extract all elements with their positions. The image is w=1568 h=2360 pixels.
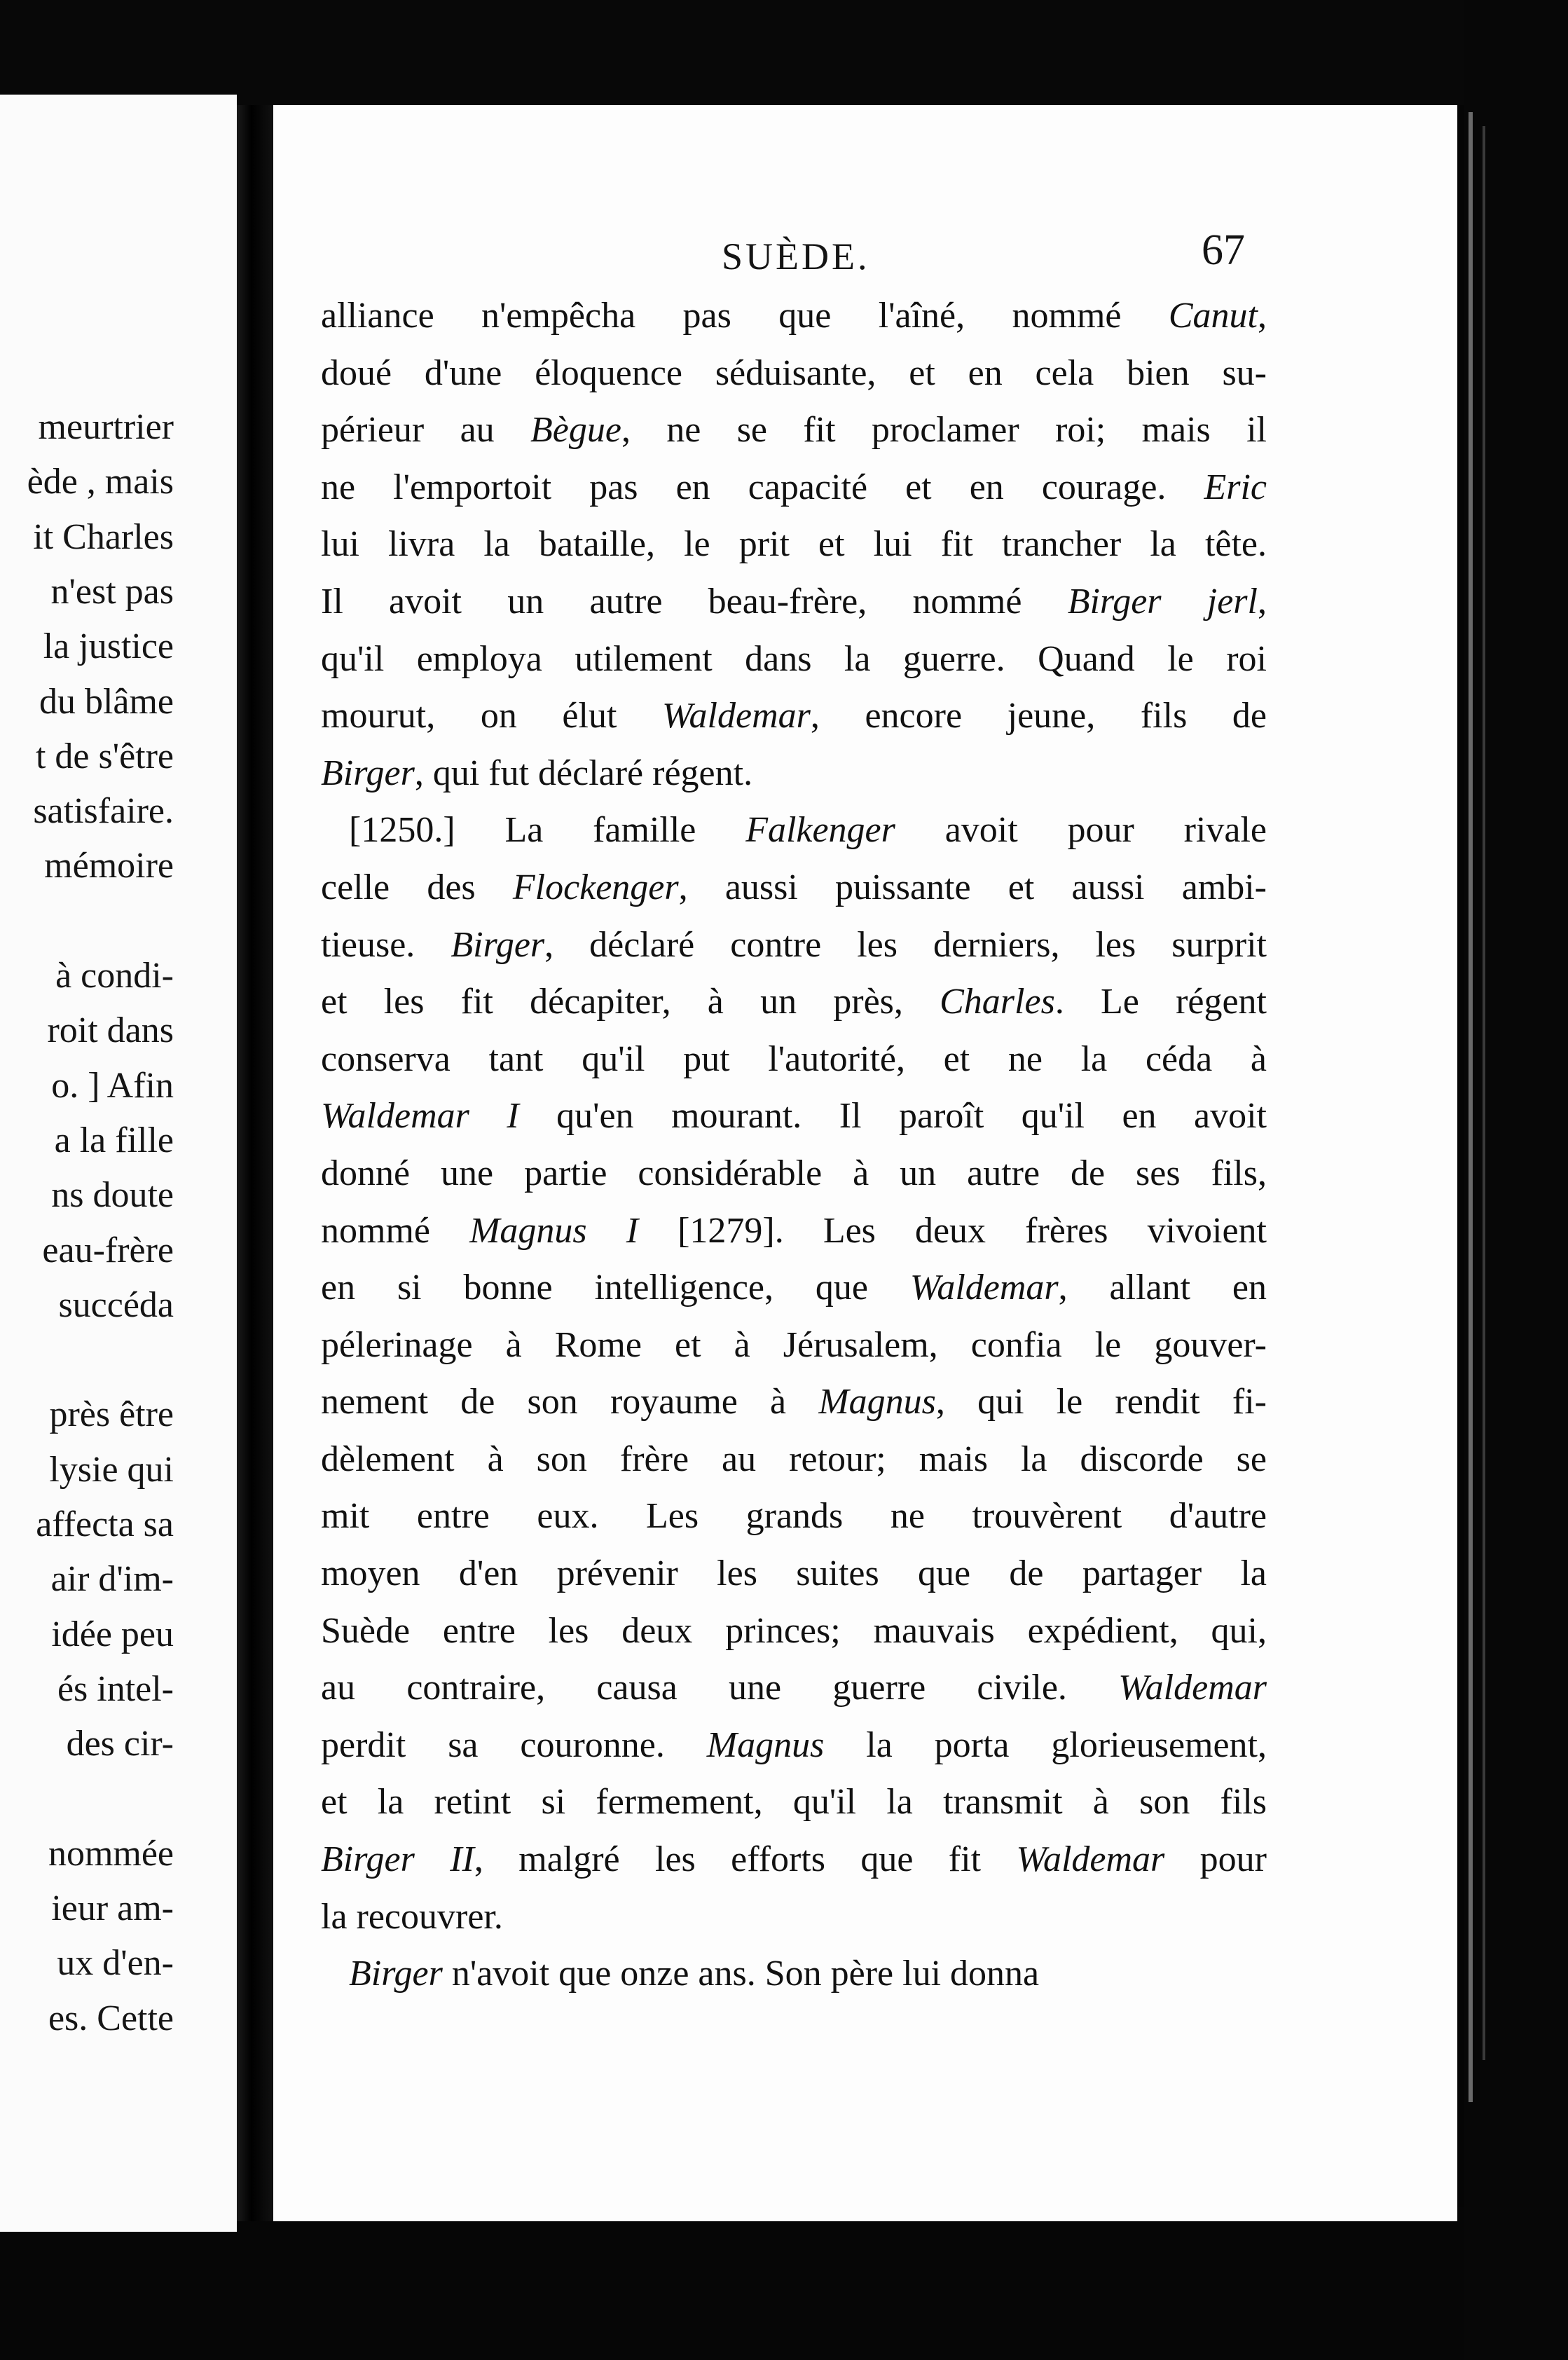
text-run: qu'en mourant. Il paroît qu'il en avoit (518, 1096, 1267, 1137)
text-run: pour (1164, 1839, 1267, 1880)
left-page-line: ieur am- (51, 1888, 174, 1929)
italic-name: Magnus (706, 1724, 825, 1765)
left-page-line: la justice (43, 626, 174, 667)
text-line (321, 973, 1267, 1031)
left-page-line: succéda (58, 1284, 174, 1325)
text-run: doué d'une éloquence séduisante, et en cela bien su- (321, 352, 1267, 393)
text-line (321, 1088, 1267, 1145)
text-run: moyen d'en prévenir les suites que de partager la (321, 1553, 1267, 1594)
text-run: [1279]. Les deux frères vivoient (638, 1210, 1267, 1251)
text-line (321, 1603, 1267, 1660)
italic-name: Falkenger (745, 810, 895, 851)
italic-name: Birger jerl (1067, 581, 1258, 622)
text-run: dèlement à son frère au retour; mais la discorde se (321, 1439, 1267, 1479)
left-page-line: ns doute (51, 1175, 174, 1216)
running-head: SUÈDE. (722, 235, 870, 277)
text-run: alliance n'empêcha pas que l'aîné, nommé (321, 296, 1169, 336)
text-run: et la retint si fermement, qu'il la transmit à son fils (321, 1782, 1267, 1823)
left-page-line: ux d'en- (57, 1943, 174, 1984)
text-line (321, 345, 1267, 402)
text-run: mourut, on élut (321, 696, 663, 736)
italic-name: Eric (1204, 467, 1267, 507)
text-run: [1250.] La famille (349, 810, 746, 851)
left-page-line: meurtrier (38, 407, 174, 447)
text-run: au contraire, causa une guerre civile. (321, 1668, 1119, 1708)
italic-name: Charles (940, 982, 1055, 1022)
italic-name: Flockenger (512, 867, 679, 907)
italic-name: Magnus (818, 1382, 936, 1422)
text-run: périeur au (321, 410, 530, 451)
text-line (321, 1831, 1267, 1888)
text-line (321, 1031, 1267, 1088)
text-line (321, 573, 1267, 631)
left-page-line: ède , mais (27, 462, 174, 502)
text-line (321, 1202, 1267, 1260)
text-line (321, 287, 1267, 345)
text-run: et les fit décapiter, à un près, (321, 982, 940, 1022)
text-run: , malgré les efforts que fit (474, 1839, 1017, 1880)
text-line (321, 1431, 1267, 1488)
italic-name: Waldemar I (321, 1096, 519, 1137)
text-line (321, 745, 1267, 802)
text-line (321, 1888, 1267, 1946)
text-line (321, 859, 1267, 917)
text-run: , déclaré contre les derniers, les surprit (544, 924, 1267, 965)
book-edge-shadow (1483, 126, 1485, 2060)
italic-name: Waldemar (1118, 1668, 1267, 1708)
left-page-line: affecta sa (36, 1504, 174, 1544)
text-run: Suède entre les deux princes; mauvais expédient, qui, (321, 1610, 1267, 1651)
text-run: nement de son royaume à (321, 1382, 819, 1422)
text-line (321, 1659, 1267, 1717)
text-run: , qui fut déclaré régent. (414, 753, 753, 793)
left-page-line: satisfaire. (33, 791, 174, 832)
left-page-line: mémoire (44, 846, 174, 886)
left-page-line: es. Cette (48, 1998, 174, 2038)
text-run: lui livra la bataille, le prit et lui fit trancher la tête. (321, 524, 1267, 565)
text-line (321, 1488, 1267, 1545)
left-page-line: a la fille (54, 1120, 174, 1160)
left-page-line: roit dans (47, 1010, 174, 1051)
text-line (321, 917, 1267, 974)
text-run: , (1258, 581, 1267, 622)
text-line (321, 802, 1267, 859)
left-page-line: nommée (48, 1833, 174, 1874)
text-run: n'avoit que onze ans. Son père lui donna (442, 1954, 1040, 1994)
text-run: perdit sa couronne. (321, 1724, 707, 1765)
body-text (321, 287, 1267, 2003)
text-run: donné une partie considérable à un autre de ses fils, (321, 1153, 1267, 1193)
italic-name: Birger II (321, 1839, 474, 1880)
text-line (321, 1945, 1267, 2003)
text-line (321, 1717, 1267, 1774)
text-run: Il avoit un autre beau-frère, nommé (321, 581, 1068, 622)
left-page-line: it Charles (33, 516, 174, 557)
text-run: mit entre eux. Les grands ne trouvèrent d'autre (321, 1496, 1267, 1537)
text-run: la porta glorieusement, (824, 1724, 1267, 1765)
italic-name: Waldemar (909, 1268, 1059, 1308)
italic-name: Canut (1168, 296, 1258, 336)
text-run: pélerinage à Rome et à Jérusalem, confia le gouver- (321, 1324, 1267, 1365)
left-page-line: du blâme (39, 681, 174, 722)
text-run: , encore jeune, fils de (810, 696, 1267, 736)
text-run: la recouvrer. (321, 1896, 503, 1937)
italic-name: Magnus I (469, 1210, 639, 1251)
left-page-line: des cir- (66, 1724, 174, 1764)
italic-name: Birger (321, 753, 415, 793)
text-line (321, 516, 1267, 573)
scan-border-top (0, 0, 1568, 105)
text-line (321, 1373, 1267, 1431)
left-page-line: lysie qui (49, 1449, 174, 1490)
book-edge-line (1469, 112, 1473, 2102)
italic-name: Waldemar (662, 696, 811, 736)
text-run: conserva tant qu'il put l'autorité, et ne la céda à (321, 1038, 1267, 1079)
scan-border-right (1464, 0, 1568, 2360)
italic-name: Birger (349, 1954, 443, 1994)
page-number: 67 (1202, 226, 1245, 274)
text-run: , allant en (1058, 1268, 1267, 1308)
text-run: , aussi puissante et aussi ambi- (678, 867, 1267, 907)
text-run: , qui le rendit fi- (935, 1382, 1267, 1422)
text-run: avoit pour rivale (895, 810, 1267, 851)
left-page-line: t de s'être (35, 736, 174, 776)
left-page-line: air d'im- (50, 1559, 174, 1600)
left-page-line: n'est pas (50, 571, 174, 612)
text-run: qu'il employa utilement dans la guerre. Quand le roi (321, 638, 1267, 679)
left-page-line: és intel- (57, 1668, 174, 1709)
text-line (321, 459, 1267, 516)
text-run: . Le régent (1054, 982, 1267, 1022)
italic-name: Waldemar (1016, 1839, 1165, 1880)
left-page-line: idée peu (51, 1614, 174, 1654)
text-line (321, 1259, 1267, 1317)
left-page-fragment (0, 95, 237, 2232)
italic-name: Birger (451, 924, 545, 965)
text-run: tieuse. (321, 924, 451, 965)
left-page-line: eau-frère (42, 1230, 174, 1270)
text-line (321, 1774, 1267, 1831)
text-line (321, 402, 1267, 459)
text-run: nommé (321, 1210, 470, 1251)
text-line (321, 631, 1267, 688)
text-run: , ne se fit proclamer roi; mais il (621, 410, 1267, 451)
text-line (321, 1545, 1267, 1603)
text-run: ne l'emportoit pas en capacité et en courage. (321, 467, 1204, 507)
text-line (321, 1317, 1267, 1374)
left-page-line: près être (49, 1394, 174, 1435)
book-gutter (237, 105, 273, 2221)
left-page-line: à condi- (55, 956, 174, 996)
left-page-line: o. ] Afin (51, 1065, 174, 1106)
italic-name: Bègue (530, 410, 621, 451)
text-run: , (1258, 296, 1267, 336)
text-run: celle des (321, 867, 513, 907)
text-line (321, 1145, 1267, 1202)
text-line (321, 687, 1267, 745)
text-run: en si bonne intelligence, que (321, 1268, 910, 1308)
